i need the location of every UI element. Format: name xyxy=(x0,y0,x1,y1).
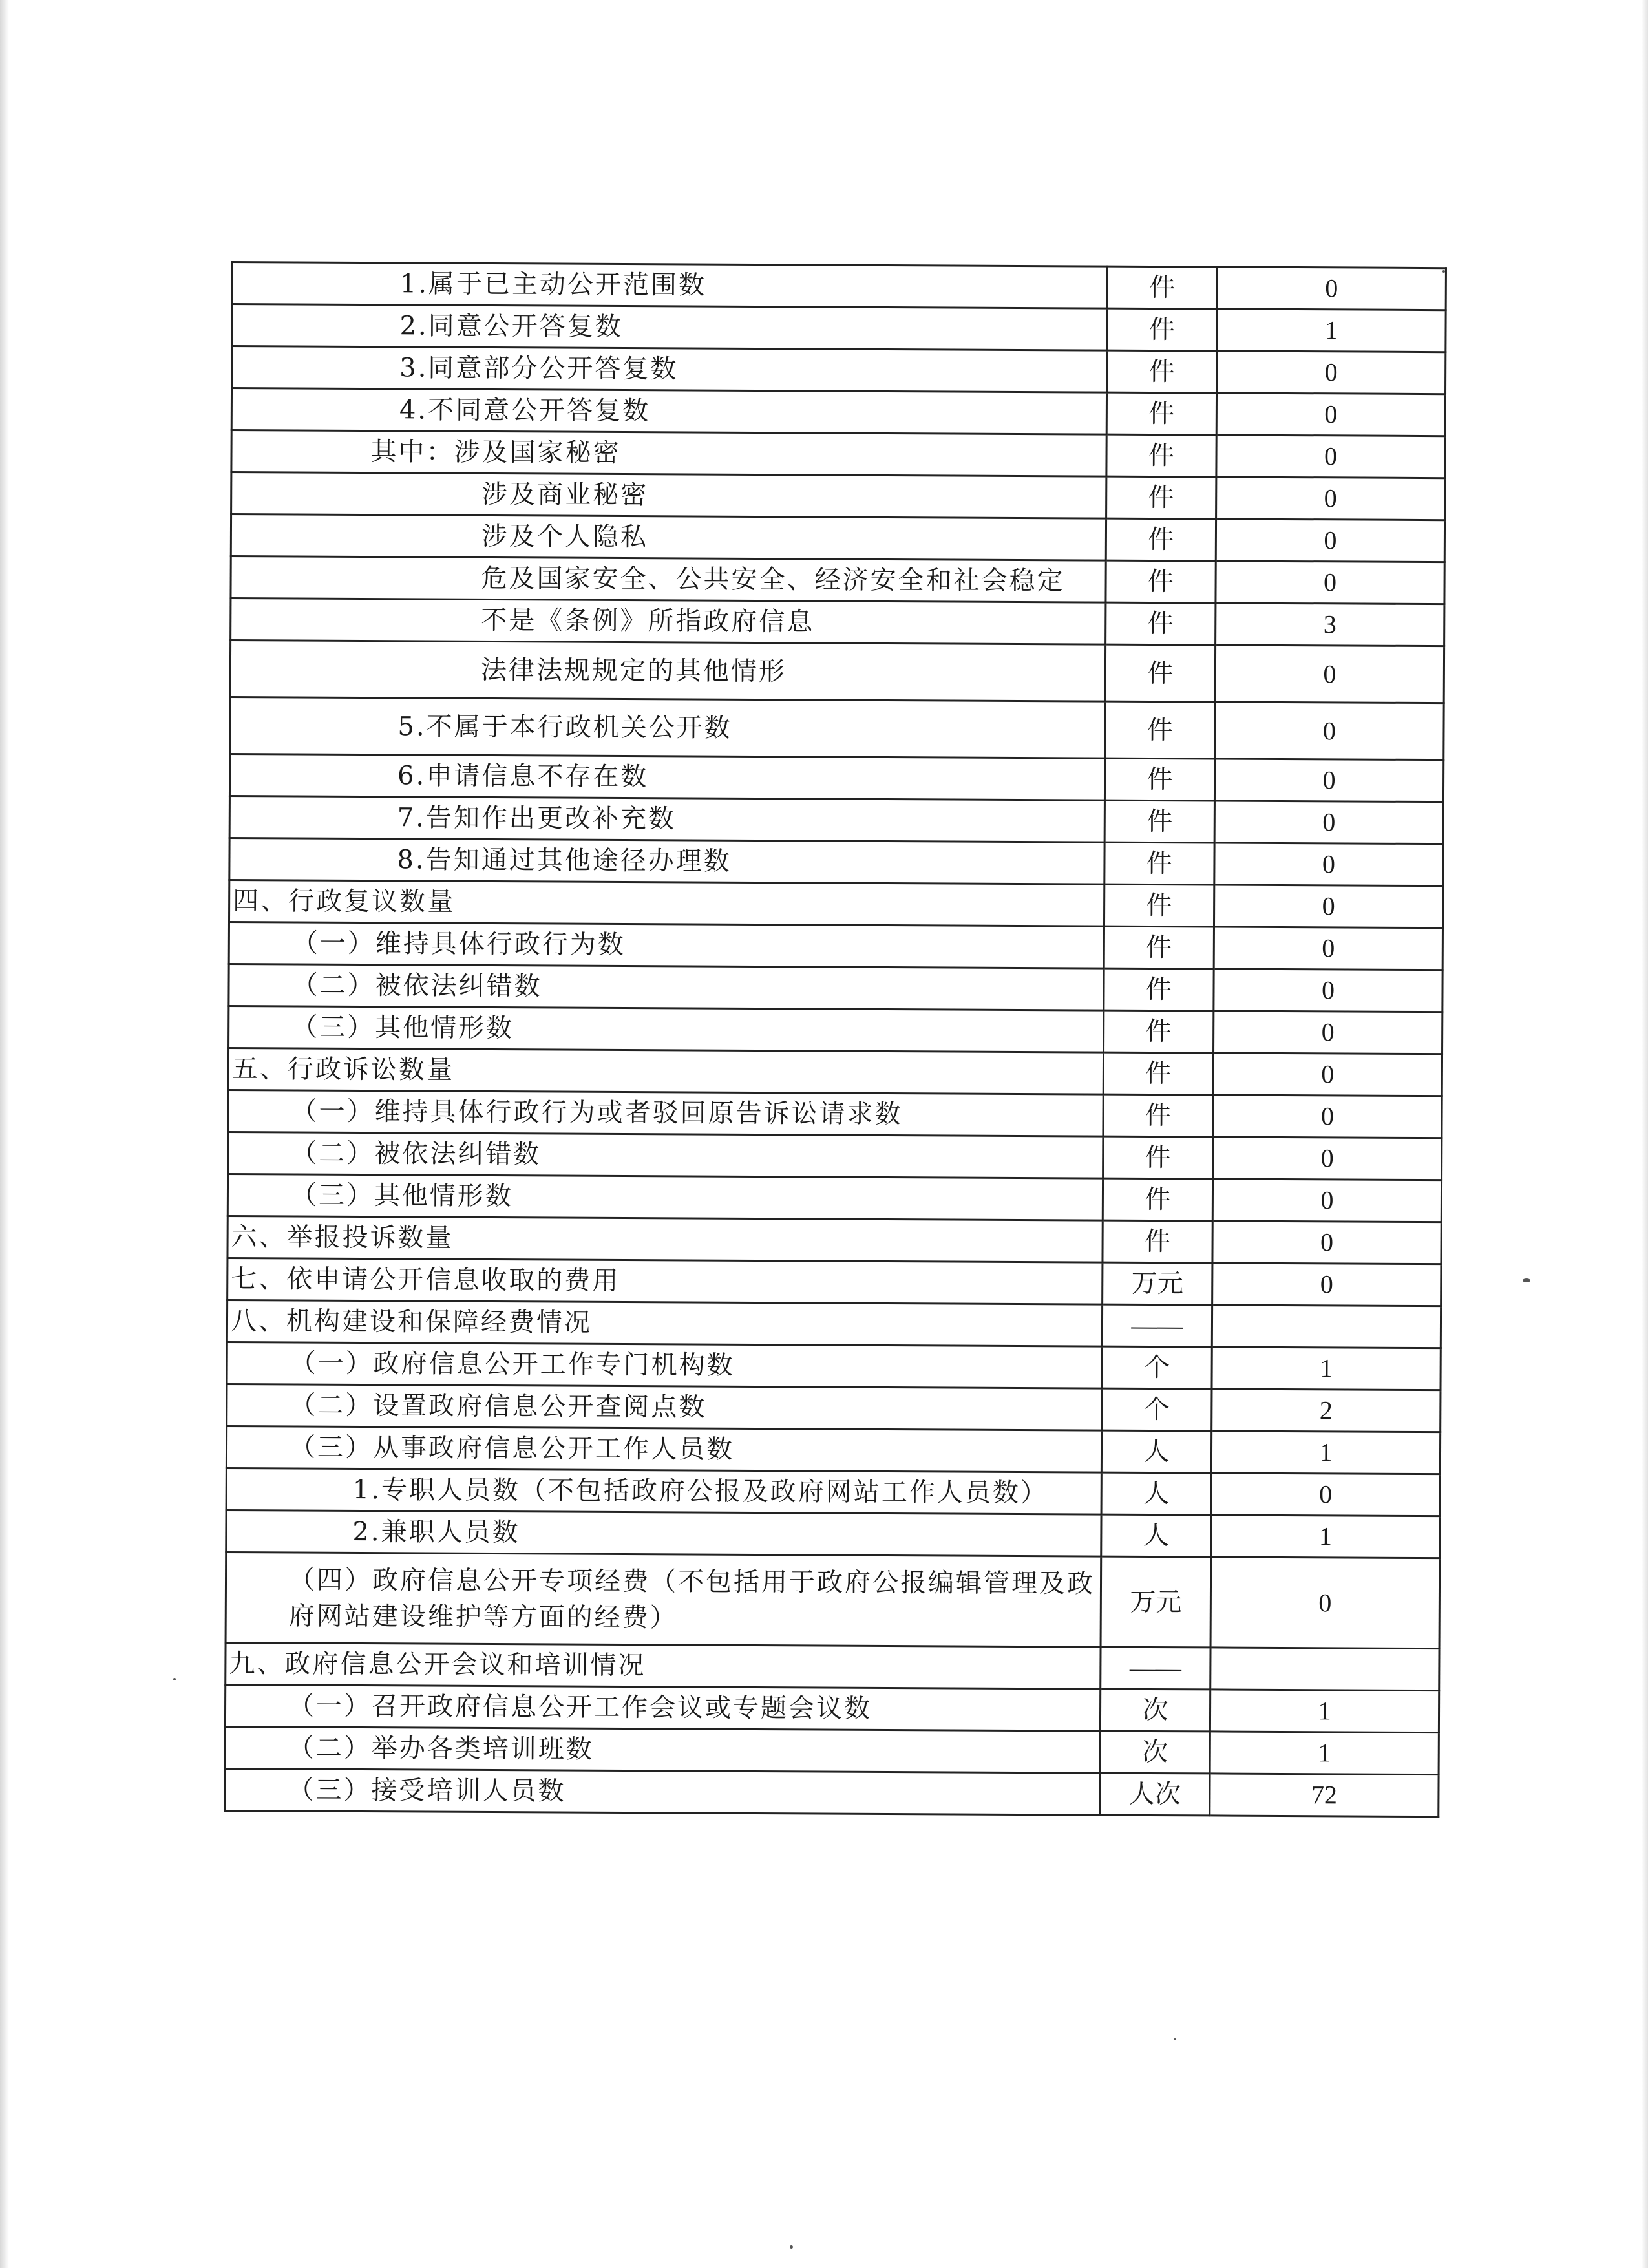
row-value: 0 xyxy=(1212,1221,1441,1264)
table-row xyxy=(227,1258,1441,1306)
table-row xyxy=(229,922,1442,970)
table-row xyxy=(227,1216,1441,1264)
row-value: 0 xyxy=(1217,351,1446,394)
row-unit: 件 xyxy=(1105,701,1215,759)
row-unit: 个 xyxy=(1102,1346,1212,1389)
row-value: 0 xyxy=(1213,1053,1442,1096)
table-row xyxy=(232,346,1446,394)
row-label: 涉及商业秘密 xyxy=(231,472,1106,519)
table-row xyxy=(226,1468,1440,1516)
row-label: （二）被依法纠错数 xyxy=(229,964,1104,1010)
scan-left-edge xyxy=(0,0,9,2268)
row-value: 1 xyxy=(1217,309,1446,352)
table-row xyxy=(229,838,1443,885)
row-unit: 件 xyxy=(1105,644,1215,702)
row-label: （三）其他情形数 xyxy=(229,1006,1104,1052)
scan-right-edge xyxy=(1642,0,1648,2268)
row-unit: 万元 xyxy=(1103,1262,1212,1305)
row-value: 1 xyxy=(1211,1431,1440,1474)
row-label: 法律法规规定的其他情形 xyxy=(230,641,1105,702)
row-value: 0 xyxy=(1213,1137,1442,1180)
table-row xyxy=(232,262,1446,310)
row-unit: 件 xyxy=(1104,926,1214,969)
row-value: 0 xyxy=(1215,702,1444,760)
table-row xyxy=(226,1510,1440,1558)
row-value: 0 xyxy=(1214,801,1443,844)
row-value: 0 xyxy=(1216,561,1444,604)
row-unit: 件 xyxy=(1106,602,1216,645)
row-unit: 件 xyxy=(1106,434,1216,477)
table-row xyxy=(228,1090,1442,1138)
row-label: 四、行政复议数量 xyxy=(229,880,1104,926)
row-value: 0 xyxy=(1216,435,1445,478)
row-unit: 件 xyxy=(1106,560,1216,603)
row-value: 0 xyxy=(1214,927,1442,970)
row-label: （一）召开政府信息公开工作会议或专题会议数 xyxy=(225,1684,1100,1731)
table-row xyxy=(228,1048,1442,1096)
row-value: 1 xyxy=(1212,1347,1441,1390)
row-unit: —— xyxy=(1102,1304,1212,1347)
row-unit: 个 xyxy=(1102,1388,1212,1431)
row-label: 其中：涉及国家秘密 xyxy=(231,430,1106,477)
table-row xyxy=(231,556,1444,604)
row-value: 1 xyxy=(1211,1515,1440,1558)
table-row xyxy=(227,1342,1441,1390)
row-value: 0 xyxy=(1210,1557,1440,1649)
row-value: 0 xyxy=(1216,477,1445,520)
row-value: 3 xyxy=(1216,603,1444,646)
table-row xyxy=(227,1174,1441,1222)
row-unit: —— xyxy=(1101,1647,1210,1690)
row-label: 2.同意公开答复数 xyxy=(232,304,1107,351)
row-unit: 件 xyxy=(1104,800,1214,843)
row-unit: 人 xyxy=(1101,1472,1211,1515)
row-unit: 件 xyxy=(1103,1220,1212,1263)
row-value: 0 xyxy=(1212,1179,1441,1222)
table-row xyxy=(229,754,1443,801)
row-unit: 人次 xyxy=(1100,1773,1210,1816)
row-value: 0 xyxy=(1217,267,1446,310)
row-label: 七、依申请公开信息收取的费用 xyxy=(227,1258,1103,1304)
row-label: 2.兼职人员数 xyxy=(226,1510,1101,1556)
row-value: 0 xyxy=(1216,519,1444,562)
row-label: （二）被依法纠错数 xyxy=(228,1132,1103,1178)
row-value: 0 xyxy=(1214,969,1442,1012)
table-row xyxy=(231,472,1445,520)
row-label: （四）政府信息公开专项经费（不包括用于政府公报编辑管理及政府网站建设维护等方面的经费） xyxy=(226,1552,1101,1647)
table-row xyxy=(226,1642,1439,1690)
row-label: 1.专职人员数（不包括政府公报及政府网站工作人员数） xyxy=(226,1468,1101,1514)
row-unit: 人 xyxy=(1101,1430,1211,1473)
table-row xyxy=(231,599,1444,646)
row-label: 6.申请信息不存在数 xyxy=(229,754,1104,800)
row-unit: 件 xyxy=(1103,1178,1212,1221)
row-value: 0 xyxy=(1211,1473,1440,1516)
row-unit: 件 xyxy=(1106,518,1216,561)
table-row xyxy=(231,430,1445,478)
row-value: 0 xyxy=(1214,1011,1442,1054)
table-row xyxy=(227,1300,1441,1348)
table-row xyxy=(226,1426,1440,1474)
table-row xyxy=(230,641,1444,703)
statistics-table-container xyxy=(224,261,1445,1818)
table-row xyxy=(229,964,1442,1012)
row-label: 五、行政诉讼数量 xyxy=(228,1048,1103,1094)
row-unit: 件 xyxy=(1103,1136,1213,1179)
statistics-table-body xyxy=(225,262,1446,1817)
row-unit: 件 xyxy=(1107,266,1217,309)
row-unit: 件 xyxy=(1104,842,1214,885)
row-value: 0 xyxy=(1212,1263,1441,1306)
row-label: （二）举办各类培训班数 xyxy=(225,1726,1100,1773)
table-row xyxy=(227,1384,1441,1432)
row-unit: 件 xyxy=(1106,476,1216,519)
row-label: （二）设置政府信息公开查阅点数 xyxy=(227,1384,1102,1430)
row-label: （一）政府信息公开工作专门机构数 xyxy=(227,1342,1102,1388)
row-value: 2 xyxy=(1212,1389,1441,1432)
scan-speck xyxy=(790,2245,793,2249)
row-value: 0 xyxy=(1216,393,1445,436)
row-label: 5.不属于本行政机关公开数 xyxy=(230,697,1105,758)
table-row xyxy=(230,697,1444,759)
row-label: 八、机构建设和保障经费情况 xyxy=(227,1300,1102,1346)
row-value: 0 xyxy=(1213,1095,1442,1138)
scan-speck xyxy=(1442,270,1445,273)
row-unit: 件 xyxy=(1106,392,1216,435)
row-unit: 次 xyxy=(1100,1689,1210,1732)
row-label: 3.同意部分公开答复数 xyxy=(232,346,1107,393)
row-value: 0 xyxy=(1214,759,1443,802)
row-label: （三）从事政府信息公开工作人员数 xyxy=(226,1426,1101,1472)
row-label: 1.属于已主动公开范围数 xyxy=(232,262,1107,309)
row-value: 1 xyxy=(1210,1690,1439,1733)
scan-speck xyxy=(173,1678,176,1680)
row-value: 0 xyxy=(1215,645,1444,703)
table-row xyxy=(229,1006,1442,1054)
row-label: 7.告知作出更改补充数 xyxy=(229,796,1104,842)
row-label: （一）维持具体行政行为数 xyxy=(229,922,1104,968)
row-unit: 件 xyxy=(1107,308,1217,351)
row-value: 0 xyxy=(1214,843,1443,886)
row-value: 1 xyxy=(1210,1732,1439,1775)
row-value xyxy=(1210,1648,1439,1691)
row-label: 六、举报投诉数量 xyxy=(227,1216,1103,1262)
scan-speck xyxy=(1174,2038,1176,2040)
row-unit: 件 xyxy=(1103,1094,1213,1137)
table-row xyxy=(226,1552,1440,1648)
row-unit: 次 xyxy=(1100,1731,1210,1774)
row-label: 九、政府信息公开会议和培训情况 xyxy=(226,1642,1101,1689)
table-row xyxy=(225,1684,1439,1732)
row-label: （一）维持具体行政行为或者驳回原告诉讼请求数 xyxy=(228,1090,1103,1136)
row-unit: 件 xyxy=(1104,1010,1214,1053)
row-unit: 件 xyxy=(1104,968,1214,1011)
row-label: 危及国家安全、公共安全、经济安全和社会稳定 xyxy=(231,556,1106,603)
row-unit: 件 xyxy=(1104,884,1214,927)
statistics-table xyxy=(224,261,1447,1818)
table-row xyxy=(229,880,1443,927)
row-label: （三）其他情形数 xyxy=(227,1174,1103,1220)
row-unit: 万元 xyxy=(1101,1556,1211,1648)
row-unit: 件 xyxy=(1107,350,1217,393)
row-label: 4.不同意公开答复数 xyxy=(231,388,1106,435)
scan-speck xyxy=(1523,1278,1530,1282)
row-value: 0 xyxy=(1214,885,1442,928)
table-row xyxy=(225,1768,1439,1816)
table-row xyxy=(225,1726,1439,1774)
table-row xyxy=(228,1132,1442,1180)
row-unit: 件 xyxy=(1103,1052,1213,1095)
table-row xyxy=(231,514,1444,562)
row-unit: 人 xyxy=(1101,1514,1211,1557)
table-row xyxy=(232,304,1446,352)
row-unit: 件 xyxy=(1104,758,1214,801)
table-row xyxy=(231,388,1445,436)
row-label: （三）接受培训人员数 xyxy=(225,1768,1100,1815)
row-label: 涉及个人隐私 xyxy=(231,514,1106,561)
table-row xyxy=(229,796,1443,843)
row-value: 72 xyxy=(1210,1774,1439,1817)
row-value xyxy=(1212,1305,1441,1348)
row-label: 不是《条例》所指政府信息 xyxy=(231,599,1106,645)
row-label: 8.告知通过其他途径办理数 xyxy=(229,838,1104,884)
